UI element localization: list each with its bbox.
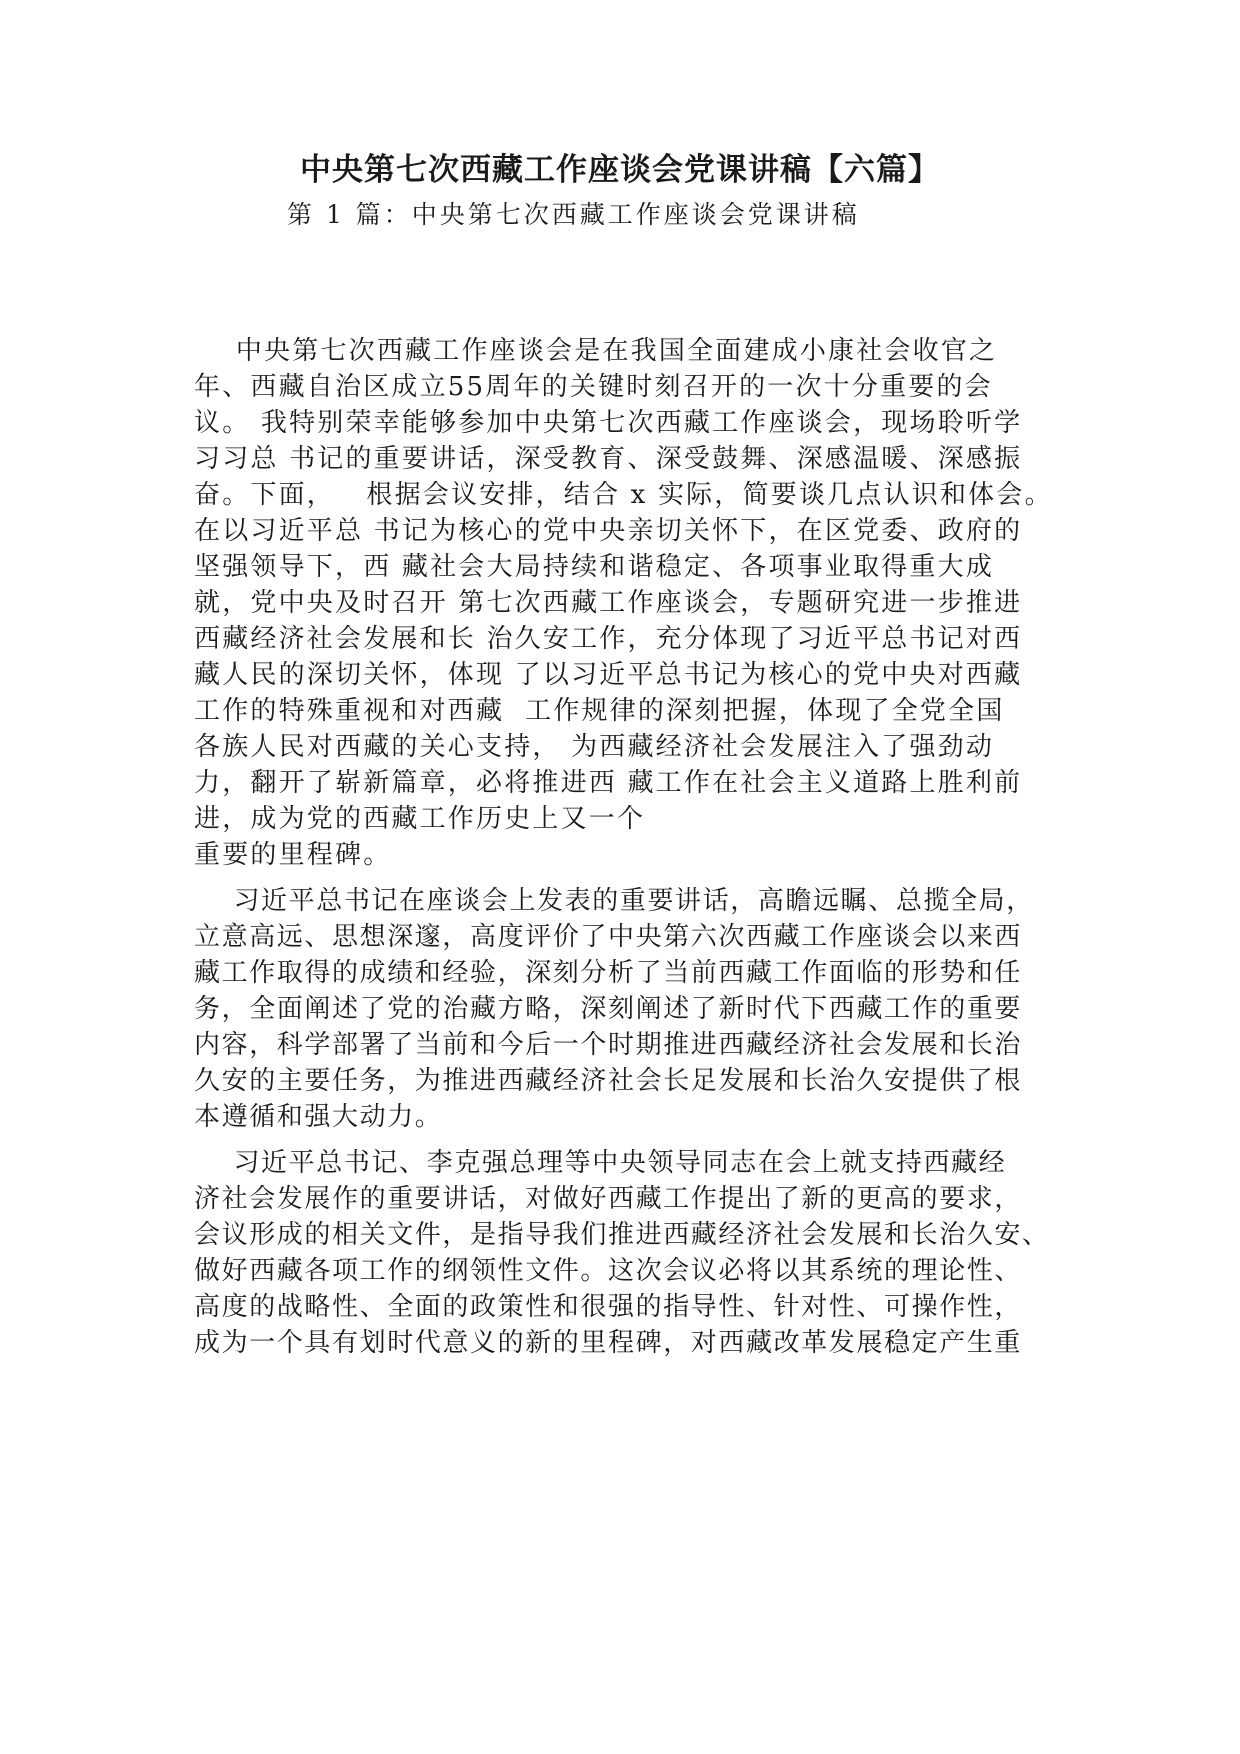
paragraph-line: 习习总 书记的重要讲话，深受教育、深受鼓舞、深感温暖、深感振 (194, 444, 1023, 474)
paragraph-line: 年、西藏自治区成立55周年的关键时刻召开的一次十分重要的会 (194, 372, 993, 402)
paragraph-line: 中央第七次西藏工作座谈会是在我国全面建成小康社会收官之 (194, 336, 998, 366)
paragraph-line: 高度的战略性、全面的政策性和很强的指导性、针对性、可操作性， (194, 1292, 1023, 1322)
paragraph-line: 做好西藏各项工作的纲领性文件。这次会议必将以其系统的理论性、 (194, 1256, 1023, 1286)
paragraph-line: 成为一个具有划时代意义的新的里程碑，对西藏改革发展稳定产生重 (194, 1328, 1023, 1358)
paragraph-line: 习近平总书记在座谈会上发表的重要讲话，高瞻远瞩、总揽全局， (194, 886, 1034, 916)
paragraph-line: 立意高远、思想深邃，高度评价了中央第六次西藏工作座谈会以来西 (194, 922, 1023, 952)
paragraph-line: 重要的里程碑。 (194, 840, 392, 870)
paragraph-line: 济社会发展作的重要讲话，对做好西藏工作提出了新的更高的要求， (194, 1184, 1023, 1214)
paragraph-line: 议。 我特别荣幸能够参加中央第七次西藏工作座谈会，现场聆听学 (194, 408, 1023, 438)
paragraph-line: 在以习近平总 书记为核心的党中央亲切关怀下，在区党委、政府的 (194, 516, 1023, 546)
document-title: 中央第七次西藏工作座谈会党课讲稿【六篇】 (300, 152, 940, 188)
paragraph-line: 就，党中央及时召开 第七次西藏工作座谈会，专题研究进一步推进 (194, 588, 1023, 618)
paragraph-line: 藏人民的深切关怀，体现 了以习近平总书记为核心的党中央对西藏 (194, 660, 1023, 690)
paragraph-line: 各族人民对西藏的关心支持， 为西藏经济社会发展注入了强劲动 (194, 732, 995, 762)
paragraph-line: 藏工作取得的成绩和经验，深刻分析了当前西藏工作面临的形势和任 (194, 958, 1023, 988)
paragraph-line: 会议形成的相关文件，是指导我们推进西藏经济社会发展和长治久安、 (194, 1220, 1050, 1250)
paragraph-line: 本遵循和强大动力。 (194, 1102, 443, 1132)
paragraph-line: 久安的主要任务，为推进西藏经济社会长足发展和长治久安提供了根 (194, 1066, 1023, 1096)
paragraph-line: 力，翻开了崭新篇章，必将推进西 藏工作在社会主义道路上胜利前 (194, 768, 1023, 798)
document-subtitle: 第 1 篇：中央第七次西藏工作座谈会党课讲稿 (287, 200, 860, 229)
paragraph-line: 奋。下面， 根据会议安排，结合 x 实际，简要谈几点认识和体会。 (194, 480, 1053, 510)
paragraph-line: 坚强领导下，西 藏社会大局持续和谐稳定、各项事业取得重大成 (194, 552, 995, 582)
paragraph-line: 工作的特殊重视和对西藏 工作规律的深刻把握，体现了全党全国 (194, 696, 1005, 726)
paragraph-line: 进，成为党的西藏工作历史上又一个 (194, 804, 646, 834)
paragraph-line: 西藏经济社会发展和长 治久安工作，充分体现了习近平总书记对西 (194, 624, 1023, 654)
paragraph-line: 务，全面阐述了党的治藏方略，深刻阐述了新时代下西藏工作的重要 (194, 994, 1023, 1024)
paragraph-line: 习近平总书记、李克强总理等中央领导同志在会上就支持西藏经 (194, 1148, 1007, 1178)
paragraph-line: 内容，科学部署了当前和今后一个时期推进西藏经济社会发展和长治 (194, 1030, 1023, 1060)
